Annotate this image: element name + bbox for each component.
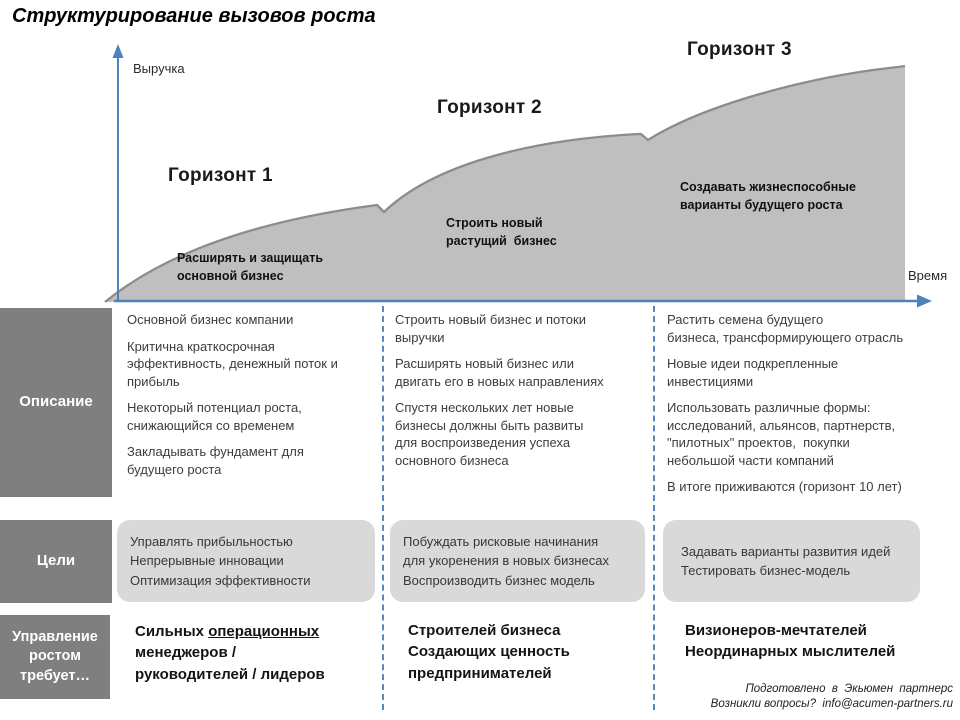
description-paragraph: Некоторый потенциал роста, снижающийся со временем <box>127 400 302 433</box>
footer-line-1: Подготовлено в Экьюмен партнерс <box>745 682 953 695</box>
description-row-header: Описание <box>0 308 112 497</box>
column-divider-2 <box>653 306 655 710</box>
management-row-header: Управление ростом требует… <box>0 615 110 699</box>
horizon-3-annotation: Создавать жизнеспособные варианты будущего роста <box>680 180 856 213</box>
management-col-1 <box>135 621 325 685</box>
x-axis-label: Время <box>908 268 948 283</box>
management-col-1-rest: менеджеров / руководителей / лидеров <box>135 644 325 683</box>
description-paragraph: Новые идеи подкрепленные инвестициями <box>667 356 839 389</box>
description-paragraph: Закладывать фундамент для будущего роста <box>127 444 304 477</box>
x-axis-arrowhead <box>917 295 932 308</box>
horizon-2-label: Горизонт 2 <box>437 97 542 118</box>
goal-box-3: Задавать варианты развития идей Тестировать бизнес-модель <box>663 520 920 602</box>
description-paragraph: Растить семена будущего бизнеса, трансформирующего отрасль <box>667 312 904 345</box>
horizon-1-label: Горизонт 1 <box>168 165 273 186</box>
description-paragraph: Использовать различные формы: исследований, альянсов, партнерств, "пилотных" проектов, покупки небольшой части компаний <box>667 400 896 468</box>
management-col-3: Визионеров-мечтателей Неординарных мыслителей <box>685 622 896 661</box>
slide-title: Структурирование вызовов роста <box>12 5 376 27</box>
horizon-3-label: Горизонт 3 <box>687 39 792 60</box>
description-col-1 <box>127 311 387 487</box>
goal-box-2: Побуждать рисковые начинания для укоренения в новых бизнесах Воспроизводить бизнес модель <box>390 520 645 602</box>
three-horizons-chart <box>0 0 960 312</box>
management-col-1-underlined: операционных <box>208 623 320 640</box>
footer-line-2: Возникли вопросы? info@acumen-partners.ru <box>710 697 953 710</box>
goals-row-header: Цели <box>0 520 112 603</box>
horizon-1-annotation: Расширять и защищать основной бизнес <box>177 251 324 284</box>
goal-box-1: Управлять прибыльностью Непрерывные инновации Оптимизация эффективности <box>117 520 375 602</box>
description-paragraph: В итоге приживаются (горизонт 10 лет) <box>667 479 902 495</box>
description-paragraph: Строить новый бизнес и потоки выручки <box>395 312 586 345</box>
management-col-2: Строителей бизнеса Создающих ценность предпринимателей <box>408 622 570 682</box>
y-axis-label: Выручка <box>133 61 185 76</box>
management-col-1-line-1 <box>135 621 325 642</box>
description-col-2 <box>395 311 640 478</box>
y-axis-arrowhead <box>113 44 124 58</box>
description-paragraph: Спустя нескольких лет новые бизнесы должны быть развиты для воспроизведения успеха основного бизнеса <box>395 400 584 468</box>
description-paragraph: Критична краткосрочная эффективность, денежный поток и прибыль <box>127 338 338 389</box>
horizon-2-annotation: Строить новый растущий бизнес <box>446 216 557 249</box>
management-col-1-prefix: Сильных <box>135 623 209 640</box>
description-paragraph: Основной бизнес компании <box>127 312 294 327</box>
description-paragraph: Расширять новый бизнес или двигать его в новых направлениях <box>395 356 604 389</box>
description-col-3 <box>667 311 942 505</box>
footer <box>711 682 953 712</box>
